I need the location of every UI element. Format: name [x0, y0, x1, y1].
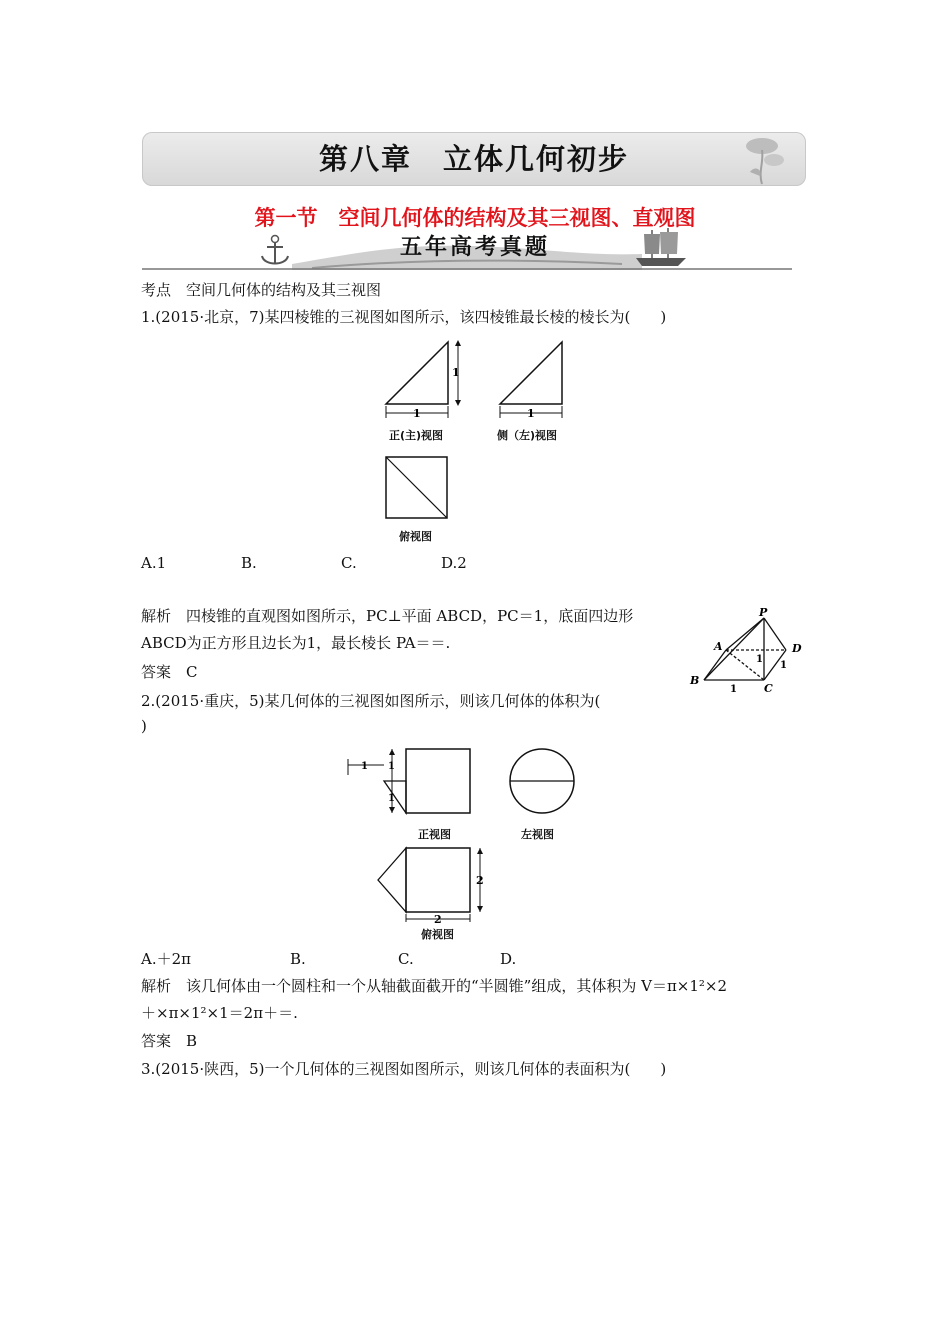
q2-option-c: C.	[398, 950, 414, 968]
q2-stem-line-2: )	[141, 717, 147, 735]
topic-heading: 考点 空间几何体的结构及其三视图	[141, 281, 382, 299]
q1-option-c: C.	[341, 554, 357, 572]
pyramid-label-p: P	[759, 606, 768, 619]
q2-top-view-label: 俯视图	[421, 928, 454, 941]
q1-top-view	[384, 455, 450, 521]
q1-option-a: A.1	[141, 554, 167, 572]
q1-front-view-label: 正(主)视图	[389, 429, 444, 442]
q1-option-d: D.2	[441, 554, 467, 572]
q1-top-view-label: 俯视图	[399, 530, 432, 543]
q1-side-width-label: 1	[527, 407, 535, 420]
pyramid-label-cd: 1	[780, 660, 787, 671]
q1-stem: 1.(2015·北京，7)某四棱锥的三视图如图所示，该四棱锥最长棱的棱长为( )	[141, 308, 667, 326]
q1-answer: 答案 C	[141, 663, 198, 681]
pyramid-label-c: C	[764, 682, 773, 695]
section-title: 第一节 空间几何体的结构及其三视图、直观图	[254, 206, 696, 230]
q1-analysis-line-1: 解析 四棱锥的直观图如图所示，PC⊥平面 ABCD，PC＝1，底面四边形	[141, 607, 634, 625]
q2-analysis-line-1: 解析 该几何体由一个圆柱和一个从轴截面截开的“半圆锥”组成，其体积为 V＝π×1²×2	[141, 977, 728, 995]
q2-front-dim-lower: 1	[388, 793, 395, 804]
q2-front-view-label: 正视图	[418, 828, 451, 841]
pyramid-label-pc: 1	[756, 654, 763, 665]
pyramid-label-bc: 1	[730, 684, 737, 695]
q2-front-dim-left: 1	[361, 761, 368, 772]
sub-title: 五年高考真题	[399, 235, 550, 260]
q1-front-view	[386, 340, 461, 420]
q2-front-view	[344, 745, 474, 817]
q2-answer: 答案 B	[141, 1032, 198, 1050]
q2-front-dim-upper: 1	[388, 761, 395, 772]
q2-left-view	[506, 745, 578, 817]
q2-top-dim-height: 2	[476, 874, 484, 887]
q2-option-a: A.＋2π	[141, 950, 192, 968]
chapter-title: 第八章 立体几何初步	[318, 142, 629, 176]
q2-top-dim-width: 2	[434, 913, 442, 926]
q1-analysis-line-2: ABCD为正方形且边长为1，最长棱长 PA＝＝.	[141, 634, 451, 652]
q3-stem: 3.(2015·陕西，5)一个几何体的三视图如图所示，则该几何体的表面积为( )	[141, 1060, 667, 1078]
q2-left-view-label: 左视图	[521, 828, 554, 841]
q2-option-d: D.	[500, 950, 517, 968]
q1-pyramid-diagram	[686, 604, 810, 696]
pyramid-label-a: A	[714, 640, 723, 653]
q2-analysis-line-2: ＋×π×1²×1＝2π＋＝.	[141, 1004, 298, 1022]
pyramid-label-d: D	[792, 642, 802, 655]
q2-option-b: B.	[290, 950, 306, 968]
q2-top-view	[372, 844, 496, 926]
q1-option-b: B.	[241, 554, 257, 572]
q1-side-view	[500, 342, 562, 420]
pyramid-label-b: B	[690, 674, 700, 687]
q2-stem-line-1: 2.(2015·重庆，5)某几何体的三视图如图所示，则该几何体的体积为(	[141, 692, 601, 710]
q1-front-height-label: 1	[452, 366, 460, 379]
q1-front-width-label: 1	[413, 407, 421, 420]
q1-side-view-label: 侧（左)视图	[497, 429, 558, 442]
